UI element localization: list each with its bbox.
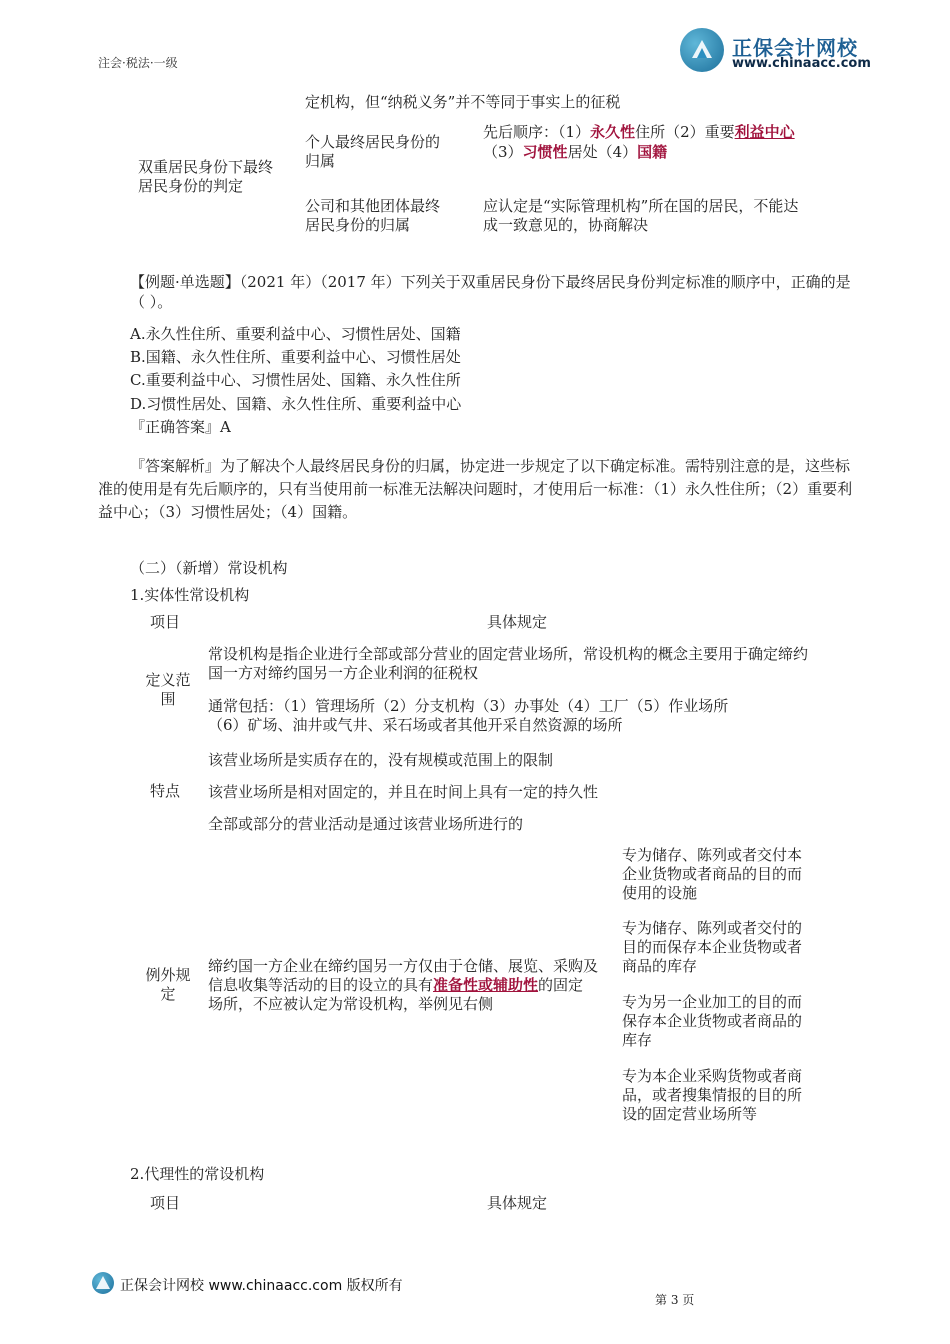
feat-1: 该营业场所是实质存在的，没有规模或范围上的限制 xyxy=(208,751,554,769)
order-line-1 xyxy=(483,123,823,142)
table1-group-label: 双重居民身份下最终居民身份的判定 xyxy=(138,158,274,195)
logo xyxy=(680,28,880,76)
highlight-permanent: 永久性 xyxy=(590,123,636,141)
exc-text-suffix: 的固定场所，不应被认定为常设机构，举例见右侧 xyxy=(208,976,584,1013)
highlight-interest-center: 利益中心 xyxy=(734,123,795,141)
exc-example-1: 专为储存、陈列或者交付本企业货物或者商品的目的而使用的设施 xyxy=(622,846,803,902)
col-rule-header: 具体规定 xyxy=(487,613,548,631)
example-question: 【例题·单选题】（2021 年）（2017 年）下列关于双重居民身份下最终居民身份判定标准的顺序中，正确的是（ ）。 xyxy=(130,273,851,311)
table1-row2-content: 应认定是“实际管理机构”所在国的居民，不能达成一致意见的，协商解决 xyxy=(483,197,799,234)
page-number: 第 3 页 xyxy=(655,1293,695,1307)
def-label: 定义范围 xyxy=(145,671,191,708)
header-fragment: 注会·税法·一级 xyxy=(98,56,178,70)
order-prefix: 先后顺序：（1） xyxy=(483,123,591,141)
option-c: C.重要利益中心、习惯性居处、国籍、永久性住所 xyxy=(130,371,461,389)
col-item-header-2: 项目 xyxy=(150,1194,181,1212)
feat-3: 全部或部分的营业活动是通过该营业场所进行的 xyxy=(208,815,524,833)
logo-name: 正保会计网校 xyxy=(732,36,858,60)
order-mid1: 住所（2）重要 xyxy=(635,123,735,141)
col-rule-header-2: 具体规定 xyxy=(487,1194,548,1212)
logo-icon xyxy=(680,28,724,72)
exc-example-2: 专为储存、陈列或者交付的目的而保存本企业货物或者商品的库存 xyxy=(622,919,803,975)
option-d: D.习惯性居处、国籍、永久性住所、重要利益中心 xyxy=(130,395,462,413)
table1-row1-label: 个人最终居民身份的归属 xyxy=(305,133,441,170)
section2-heading: （二）（新增）常设机构 xyxy=(130,559,288,577)
exc-text-prefix: 缔约国一方企业在缔约国另一方仅由于仓储、展览、采购及信息收集等活动的目的设立的具有 xyxy=(208,957,599,994)
answer-analysis: 『答案解析』为了解决个人最终居民身份的归属，协定进一步规定了以下确定标准。需特别注意的是，这些标准的使用是有先后顺序的，只有当使用前一标准无法解决问题时，才使用后一标准：（1）永久性住所；（2）重要利益中心；（3）习惯性居处；（4）国籍。 xyxy=(98,457,853,521)
option-a: A.永久性住所、重要利益中心、习惯性居处、国籍 xyxy=(130,325,461,343)
def-text-1: 常设机构是指企业进行全部或部分营业的固定营业场所，常设机构的概念主要用于确定缔约国一方对缔约国另一方企业利润的征税权 xyxy=(208,645,809,682)
exc-example-3: 专为另一企业加工的目的而保存本企业货物或者商品的库存 xyxy=(622,993,803,1049)
footer-copyright: 正保会计网校 www.chinaacc.com 版权所有 xyxy=(120,1278,403,1294)
footer-logo-icon xyxy=(92,1272,114,1294)
def-text-2-line1: 通常包括：（1）管理场所（2）分支机构（3）办事处（4）工厂（5）作业场所 xyxy=(208,697,729,715)
sub-heading-2: 2.代理性的常设机构 xyxy=(130,1165,265,1183)
order-line-2 xyxy=(483,143,823,162)
feat-2: 该营业场所是相对固定的，并且在时间上具有一定的持久性 xyxy=(208,783,599,801)
exc-example-4: 专为本企业采购货物或者商品，或者搜集情报的目的所设的固定营业场所等 xyxy=(622,1067,803,1123)
order-mid2: 居处（4） xyxy=(567,143,638,161)
table1-row1-content xyxy=(483,123,823,162)
def-text-2-line2: （6）矿场、油井或气井、采石场或者其他开采自然资源的场所 xyxy=(208,716,623,734)
table1-top-fragment: 定机构，但“纳税义务”并不等同于事实上的征税 xyxy=(305,93,621,111)
highlight-habitual: 习惯性 xyxy=(522,143,568,161)
sub-heading-1: 1.实体性常设机构 xyxy=(130,586,250,604)
col-item-header: 项目 xyxy=(150,613,181,631)
highlight-auxiliary: 准备性或辅助性 xyxy=(433,976,539,994)
option-b: B.国籍、永久性住所、重要利益中心、习惯性居处 xyxy=(130,348,461,366)
table1-row2-label: 公司和其他团体最终居民身份的归属 xyxy=(305,197,441,234)
feat-label: 特点 xyxy=(150,782,181,800)
correct-answer: 『正确答案』A xyxy=(130,418,231,436)
highlight-nationality: 国籍 xyxy=(637,143,668,161)
exc-text xyxy=(208,957,598,1014)
logo-url: www.chinaacc.com xyxy=(732,56,871,71)
exc-label: 例外规定 xyxy=(145,966,191,1003)
order-prefix-2: （3） xyxy=(483,143,523,161)
